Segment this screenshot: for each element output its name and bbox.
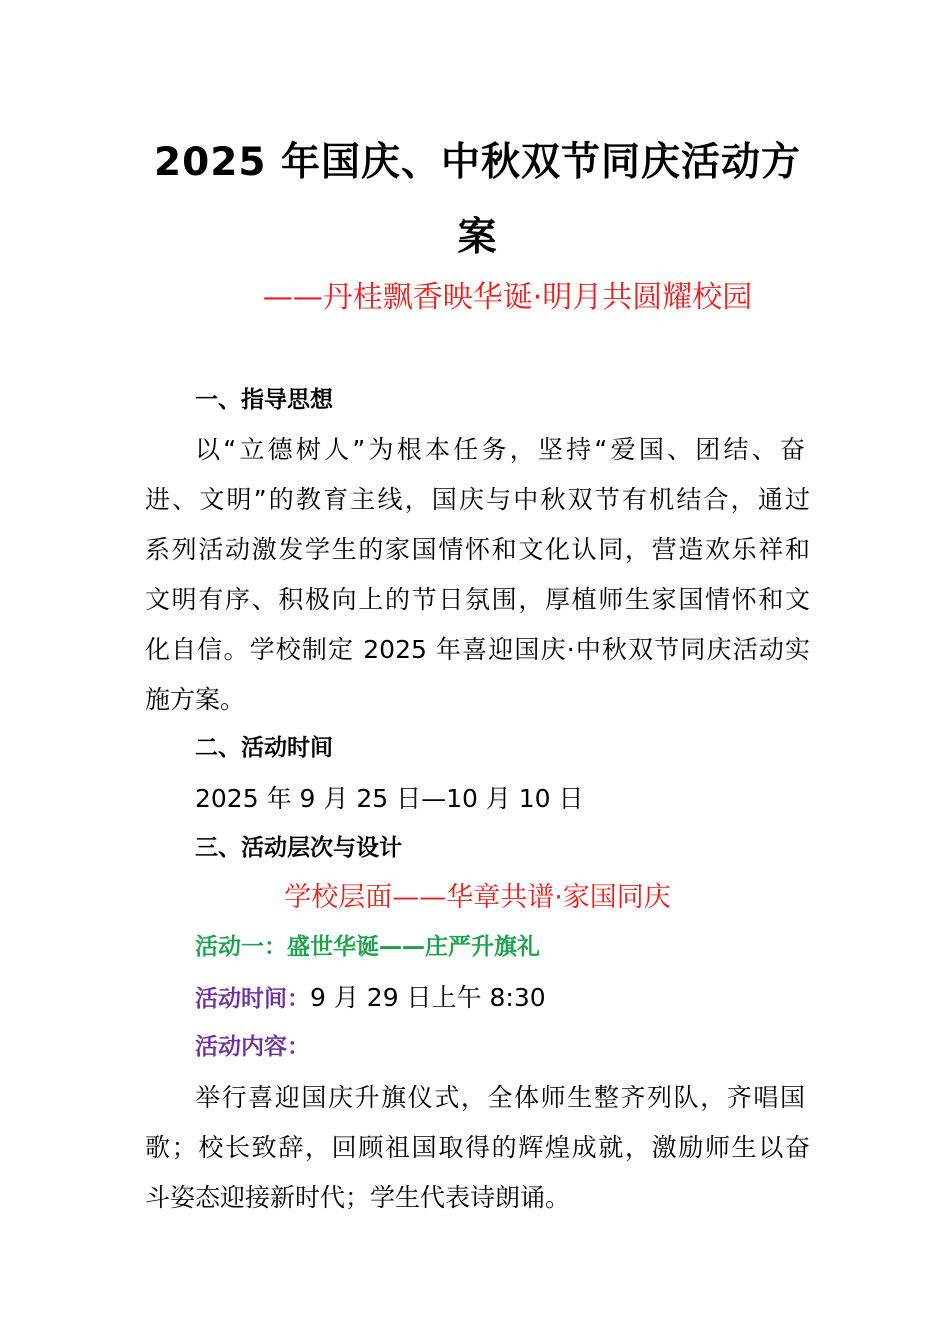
document-title-line-1: 2025 年国庆、中秋双节同庆活动方 [153,140,802,185]
activity-one-title: 活动一：盛世华诞——庄严升旗礼 [195,934,540,960]
document-subtitle: ——丹桂飘香映华诞·明月共圆耀校园 [262,280,753,315]
section-heading-guiding-ideology: 一、指导思想 [195,387,333,413]
section-heading-activity-time: 二、活动时间 [195,735,333,761]
paragraph-line: 以“立德树人”为根本任务，坚持“爱国、团结、奋 [195,435,805,464]
paragraph-line: 文明有序、积极向上的节日氛围，厚植师生家国情怀和文 [145,585,810,614]
paragraph-line: 斗姿态迎接新时代；学生代表诗朗诵。 [145,1183,571,1212]
paragraph-line: 化自信。学校制定 2025 年喜迎国庆·中秋双节同庆活动实 [145,635,810,664]
paragraph-line: 举行喜迎国庆升旗仪式，全体师生整齐列队，齐唱国 [195,1083,805,1112]
document-title-line-2: 案 [457,215,498,260]
activity-time-row [195,985,860,1011]
paragraph-line: 进、文明”的教育主线，国庆与中秋双节有机结合，通过 [145,485,810,514]
activity-time-value: 9 月 29 日上午 8:30 [310,983,546,1012]
paragraph-line: 施方案。 [145,685,246,714]
activity-content-label: 活动内容： [195,1034,310,1060]
paragraph-line: 歌；校长致辞，回顾祖国取得的辉煌成就，激励师生以奋 [145,1133,810,1162]
school-level-heading: 学校层面——华章共谱·家国同庆 [284,882,671,913]
activity-date-range: 2025 年 9 月 25 日—10 月 10 日 [195,784,584,813]
section-heading-activity-design: 三、活动层次与设计 [195,835,402,861]
paragraph-line: 系列活动激发学生的家国情怀和文化认同，营造欢乐祥和 [145,535,810,564]
activity-time-label: 活动时间： [195,986,310,1012]
